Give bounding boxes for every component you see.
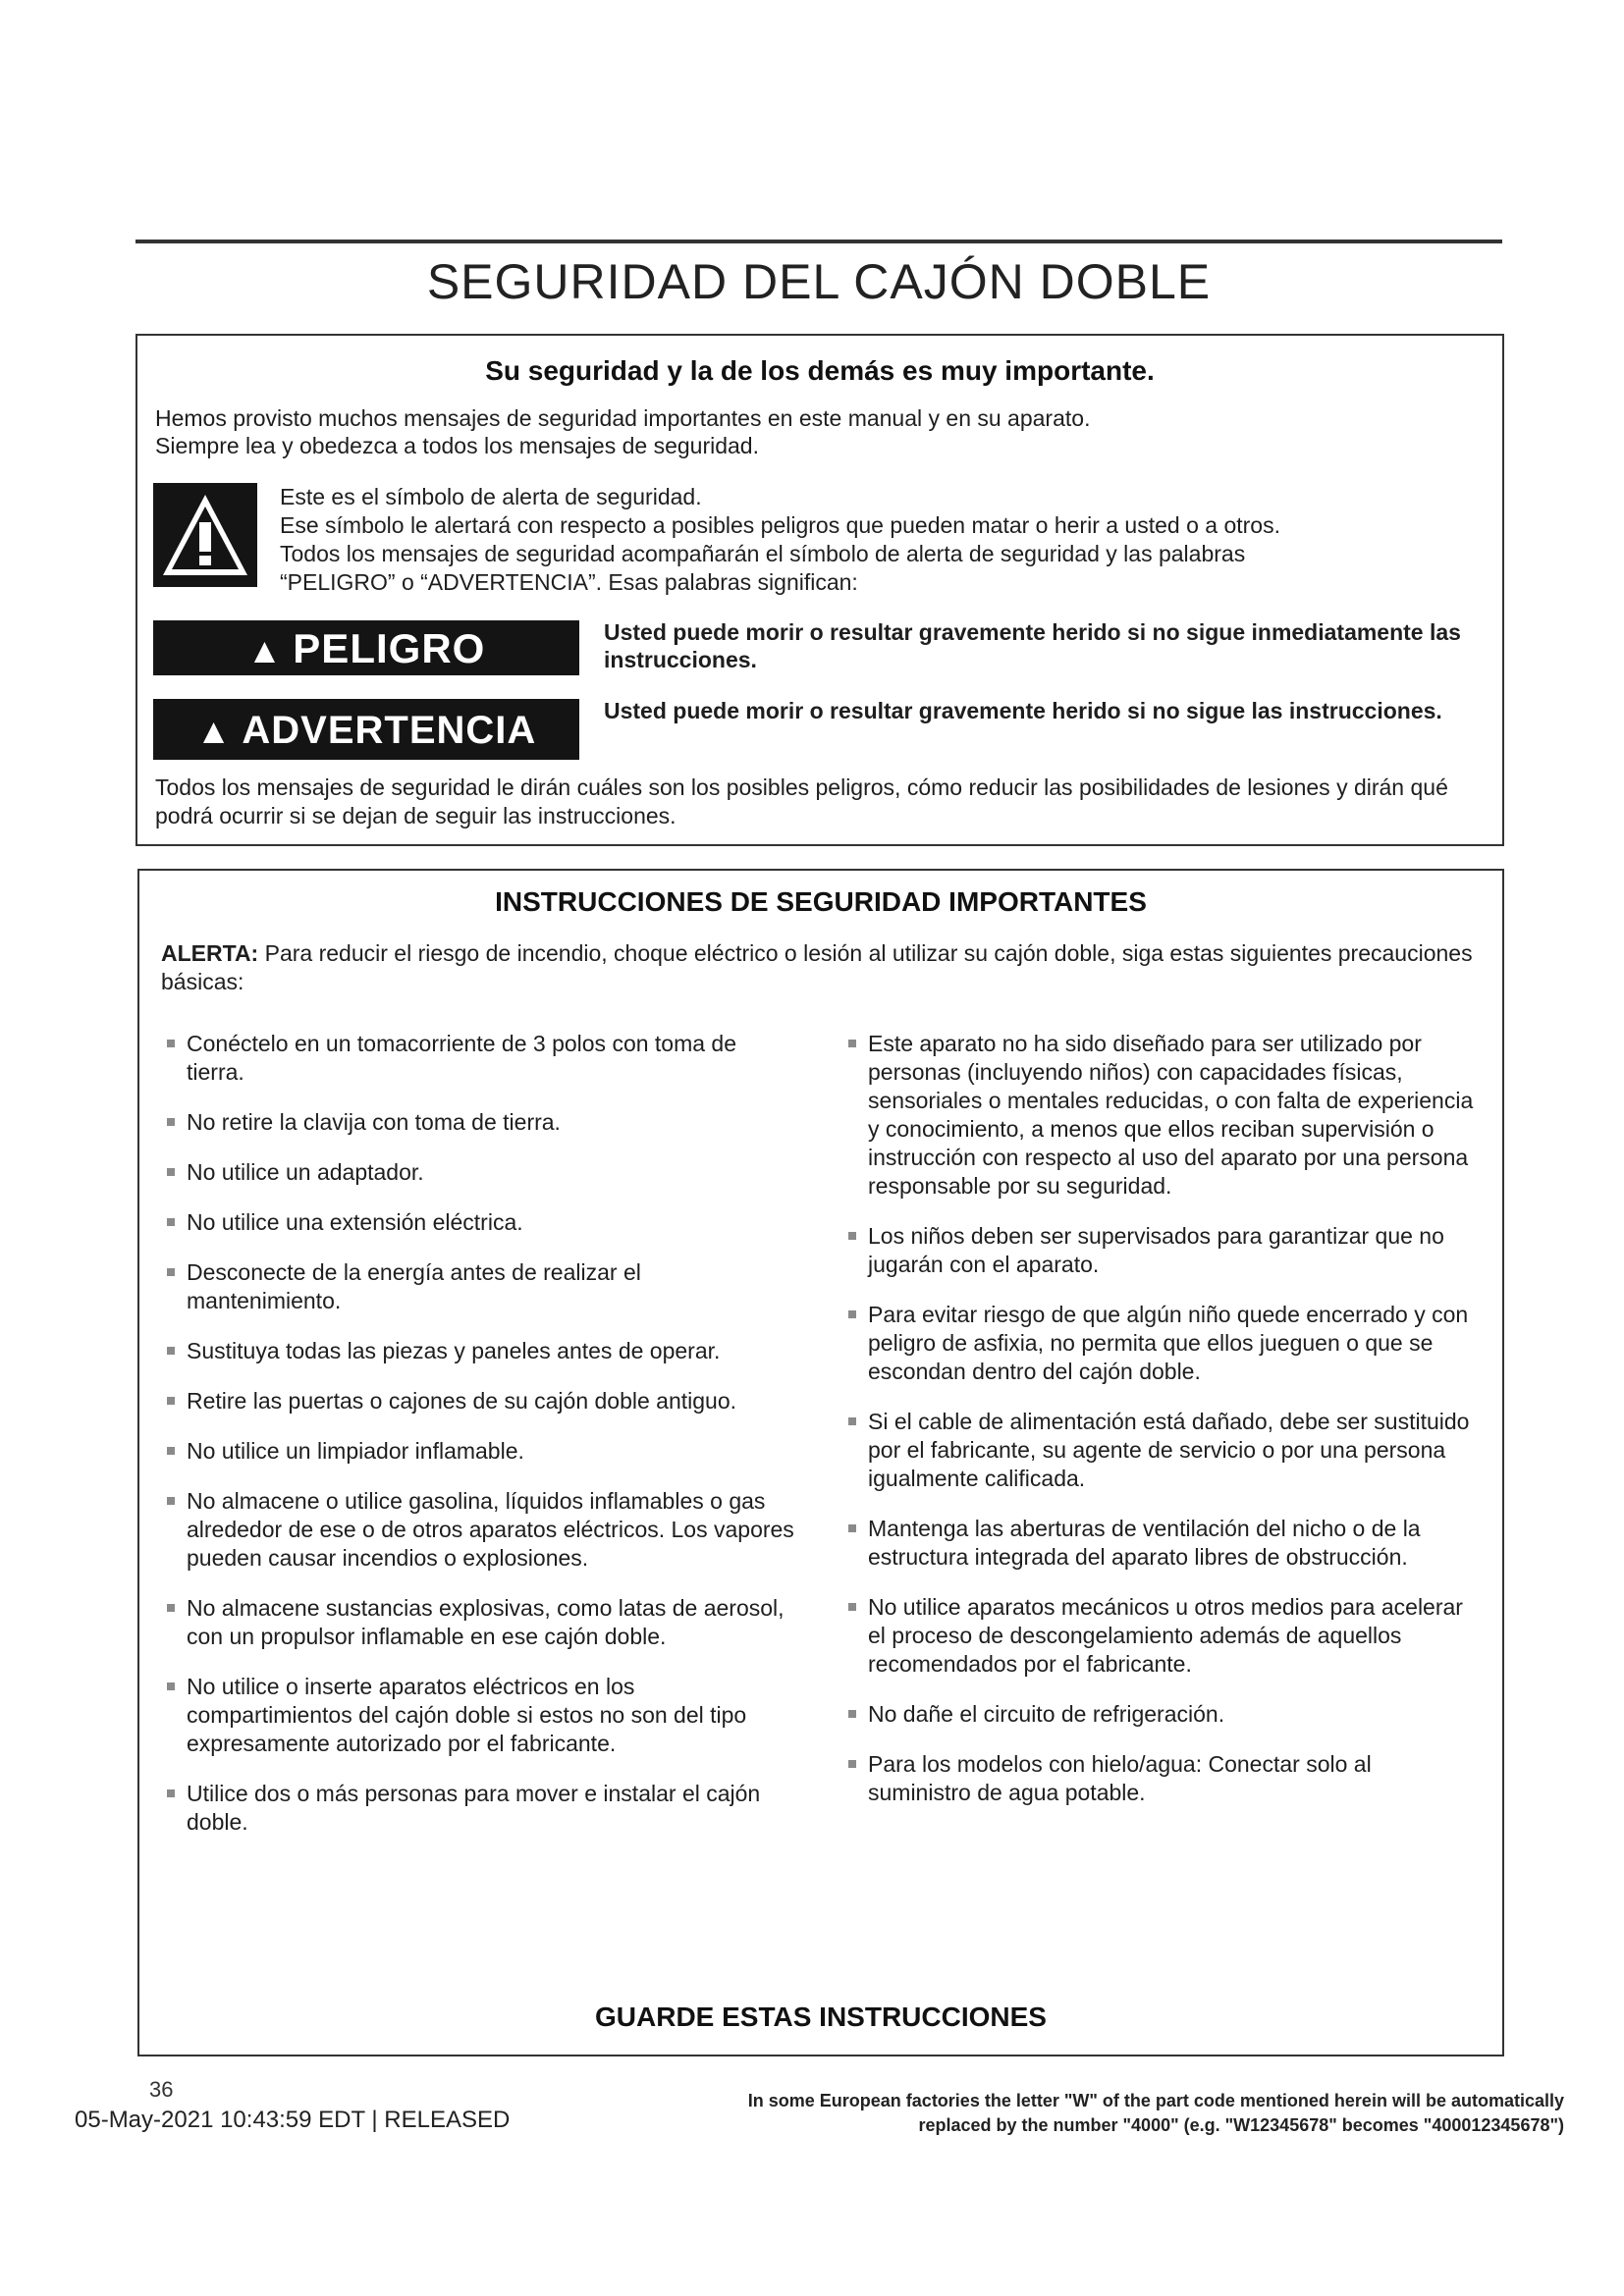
list-item: Este aparato no ha sido diseñado para ser utilizado por personas (incluyendo niños) con capacidades físicas, sensoriales o mentales reducidas, o con falta de experiencia y conocimiento, a menos que ellos reciban supervisión o instrucción con respecto al uso del aparato por una persona responsable por su seguridad. bbox=[848, 1030, 1477, 1201]
alert-label: ALERTA: bbox=[161, 940, 259, 966]
instructions-box bbox=[137, 869, 1504, 2056]
safety-intro bbox=[155, 404, 1471, 459]
advertencia-signal-word bbox=[153, 699, 579, 760]
peligro-signal-word bbox=[153, 620, 579, 675]
bullet-icon bbox=[848, 1417, 856, 1425]
bullet-icon bbox=[167, 1397, 175, 1405]
list-item: No utilice o inserte aparatos eléctricos en los compartimientos del cajón doble si estos no son del tipo expresamente autorizado por el fabricante. bbox=[167, 1673, 795, 1758]
safety-heading: Su seguridad y la de los demás es muy importante. bbox=[485, 355, 1155, 386]
bullet-icon bbox=[167, 1604, 175, 1612]
bullet-icon bbox=[167, 1168, 175, 1176]
list-item: Utilice dos o más personas para mover e instalar el cajón doble. bbox=[167, 1780, 795, 1837]
bullet-icon bbox=[848, 1603, 856, 1611]
bullet-icon bbox=[848, 1760, 856, 1768]
bullet-icon bbox=[167, 1447, 175, 1455]
right-precautions-list bbox=[848, 1030, 1477, 1829]
title-rule bbox=[135, 240, 1502, 243]
bullet-icon bbox=[848, 1310, 856, 1318]
bullet-icon bbox=[167, 1497, 175, 1505]
instructions-heading: INSTRUCCIONES DE SEGURIDAD IMPORTANTES bbox=[495, 886, 1147, 917]
bullet-icon bbox=[167, 1040, 175, 1047]
alert-paragraph bbox=[161, 939, 1477, 996]
european-factories-note bbox=[589, 2089, 1564, 2138]
bullet-icon bbox=[167, 1789, 175, 1797]
list-item: No almacene o utilice gasolina, líquidos inflamables o gas alrededor de ese o de otros aparatos eléctricos. Los vapores pueden causar incendios o explosiones. bbox=[167, 1487, 795, 1573]
bullet-icon bbox=[167, 1682, 175, 1690]
bullet-icon bbox=[167, 1218, 175, 1226]
note-line: In some European factories the letter "W" of the part code mentioned herein will be automatically bbox=[747, 2091, 1564, 2110]
intro-line: Siempre lea y obedezca a todos los mensajes de seguridad. bbox=[155, 433, 759, 458]
list-item: No utilice un limpiador inflamable. bbox=[167, 1437, 795, 1466]
list-item: No utilice una extensión eléctrica. bbox=[167, 1208, 795, 1237]
list-item: Los niños deben ser supervisados para garantizar que no jugarán con el aparato. bbox=[848, 1222, 1477, 1279]
list-item: No retire la clavija con toma de tierra. bbox=[167, 1108, 795, 1137]
note-line: replaced by the number "4000" (e.g. "W12345678" becomes "400012345678") bbox=[918, 2115, 1564, 2135]
list-item: No dañe el circuito de refrigeración. bbox=[848, 1700, 1477, 1729]
bullet-icon bbox=[848, 1232, 856, 1240]
symbol-line: “PELIGRO” o “ADVERTENCIA”. Esas palabras significan: bbox=[280, 569, 858, 595]
left-precautions-list bbox=[167, 1030, 795, 1858]
peligro-label: PELIGRO bbox=[293, 625, 486, 671]
list-item: Retire las puertas o cajones de su cajón doble antiguo. bbox=[167, 1387, 795, 1415]
bullet-icon bbox=[848, 1710, 856, 1718]
page-number: 36 bbox=[149, 2077, 174, 2102]
symbol-line: Ese símbolo le alertará con respecto a posibles peligros que pueden matar o herir a usted o a otros. bbox=[280, 512, 1280, 538]
bullet-icon bbox=[848, 1524, 856, 1532]
bullet-icon bbox=[848, 1040, 856, 1047]
bullet-icon bbox=[167, 1268, 175, 1276]
page-title: SEGURIDAD DEL CAJÓN DOBLE bbox=[426, 254, 1212, 309]
list-item: Desconecte de la energía antes de realizar el mantenimiento. bbox=[167, 1258, 795, 1315]
safety-closing: Todos los mensajes de seguridad le dirán cuáles son los posibles peligros, cómo reducir las posibilidades de lesiones y dirán qué podrá ocurrir si se dejan de seguir las instrucciones. bbox=[155, 774, 1448, 828]
symbol-line: Este es el símbolo de alerta de seguridad. bbox=[280, 484, 702, 509]
release-stamp: 05-May-2021 10:43:59 EDT | RELEASED bbox=[75, 2107, 511, 2133]
bullet-icon bbox=[167, 1118, 175, 1126]
symbol-line: Todos los mensajes de seguridad acompañarán el símbolo de alerta de seguridad y las palabras bbox=[280, 541, 1246, 566]
list-item: Para evitar riesgo de que algún niño quede encerrado y con peligro de asfixia, no permita que ellos jueguen o que se escondan dentro del cajón doble. bbox=[848, 1301, 1477, 1386]
list-item: No utilice un adaptador. bbox=[167, 1158, 795, 1187]
list-item: No almacene sustancias explosivas, como latas de aerosol, con un propulsor inflamable en ese cajón doble. bbox=[167, 1594, 795, 1651]
intro-line: Hemos provisto muchos mensajes de seguridad importantes en este manual y en su aparato. bbox=[155, 405, 1091, 431]
list-item: Si el cable de alimentación está dañado, debe ser sustituido por el fabricante, su agente de servicio o por una persona igualmente calificada. bbox=[848, 1408, 1477, 1493]
safety-alert-icon bbox=[153, 483, 257, 587]
symbol-explanation bbox=[280, 483, 1478, 597]
list-item: Para los modelos con hielo/agua: Conectar solo al suministro de agua potable. bbox=[848, 1750, 1477, 1807]
list-item: Sustituya todas las piezas y paneles antes de operar. bbox=[167, 1337, 795, 1365]
advertencia-description: Usted puede morir o resultar gravemente herido si no sigue las instrucciones. bbox=[604, 698, 1442, 723]
bullet-icon bbox=[167, 1347, 175, 1355]
alert-text: Para reducir el riesgo de incendio, choque eléctrico o lesión al utilizar su cajón doble, siga estas siguientes precauciones básicas: bbox=[161, 940, 1473, 994]
warning-triangle-icon: ▲ bbox=[246, 630, 284, 670]
advertencia-label: ADVERTENCIA bbox=[242, 709, 537, 752]
save-instructions-heading: GUARDE ESTAS INSTRUCCIONES bbox=[595, 2002, 1047, 2032]
peligro-description: Usted puede morir o resultar gravemente herido si no sigue inmediatamente las instrucciones. bbox=[604, 619, 1461, 672]
list-item: Conéctelo en un tomacorriente de 3 polos con toma de tierra. bbox=[167, 1030, 795, 1087]
warning-triangle-icon: ▲ bbox=[195, 711, 233, 751]
list-item: Mantenga las aberturas de ventilación del nicho o de la estructura integrada del aparato libres de obstrucción. bbox=[848, 1515, 1477, 1572]
safety-info-box bbox=[135, 334, 1504, 846]
list-item: No utilice aparatos mecánicos u otros medios para acelerar el proceso de descongelamiento además de aquellos recomendados por el fabricante. bbox=[848, 1593, 1477, 1679]
